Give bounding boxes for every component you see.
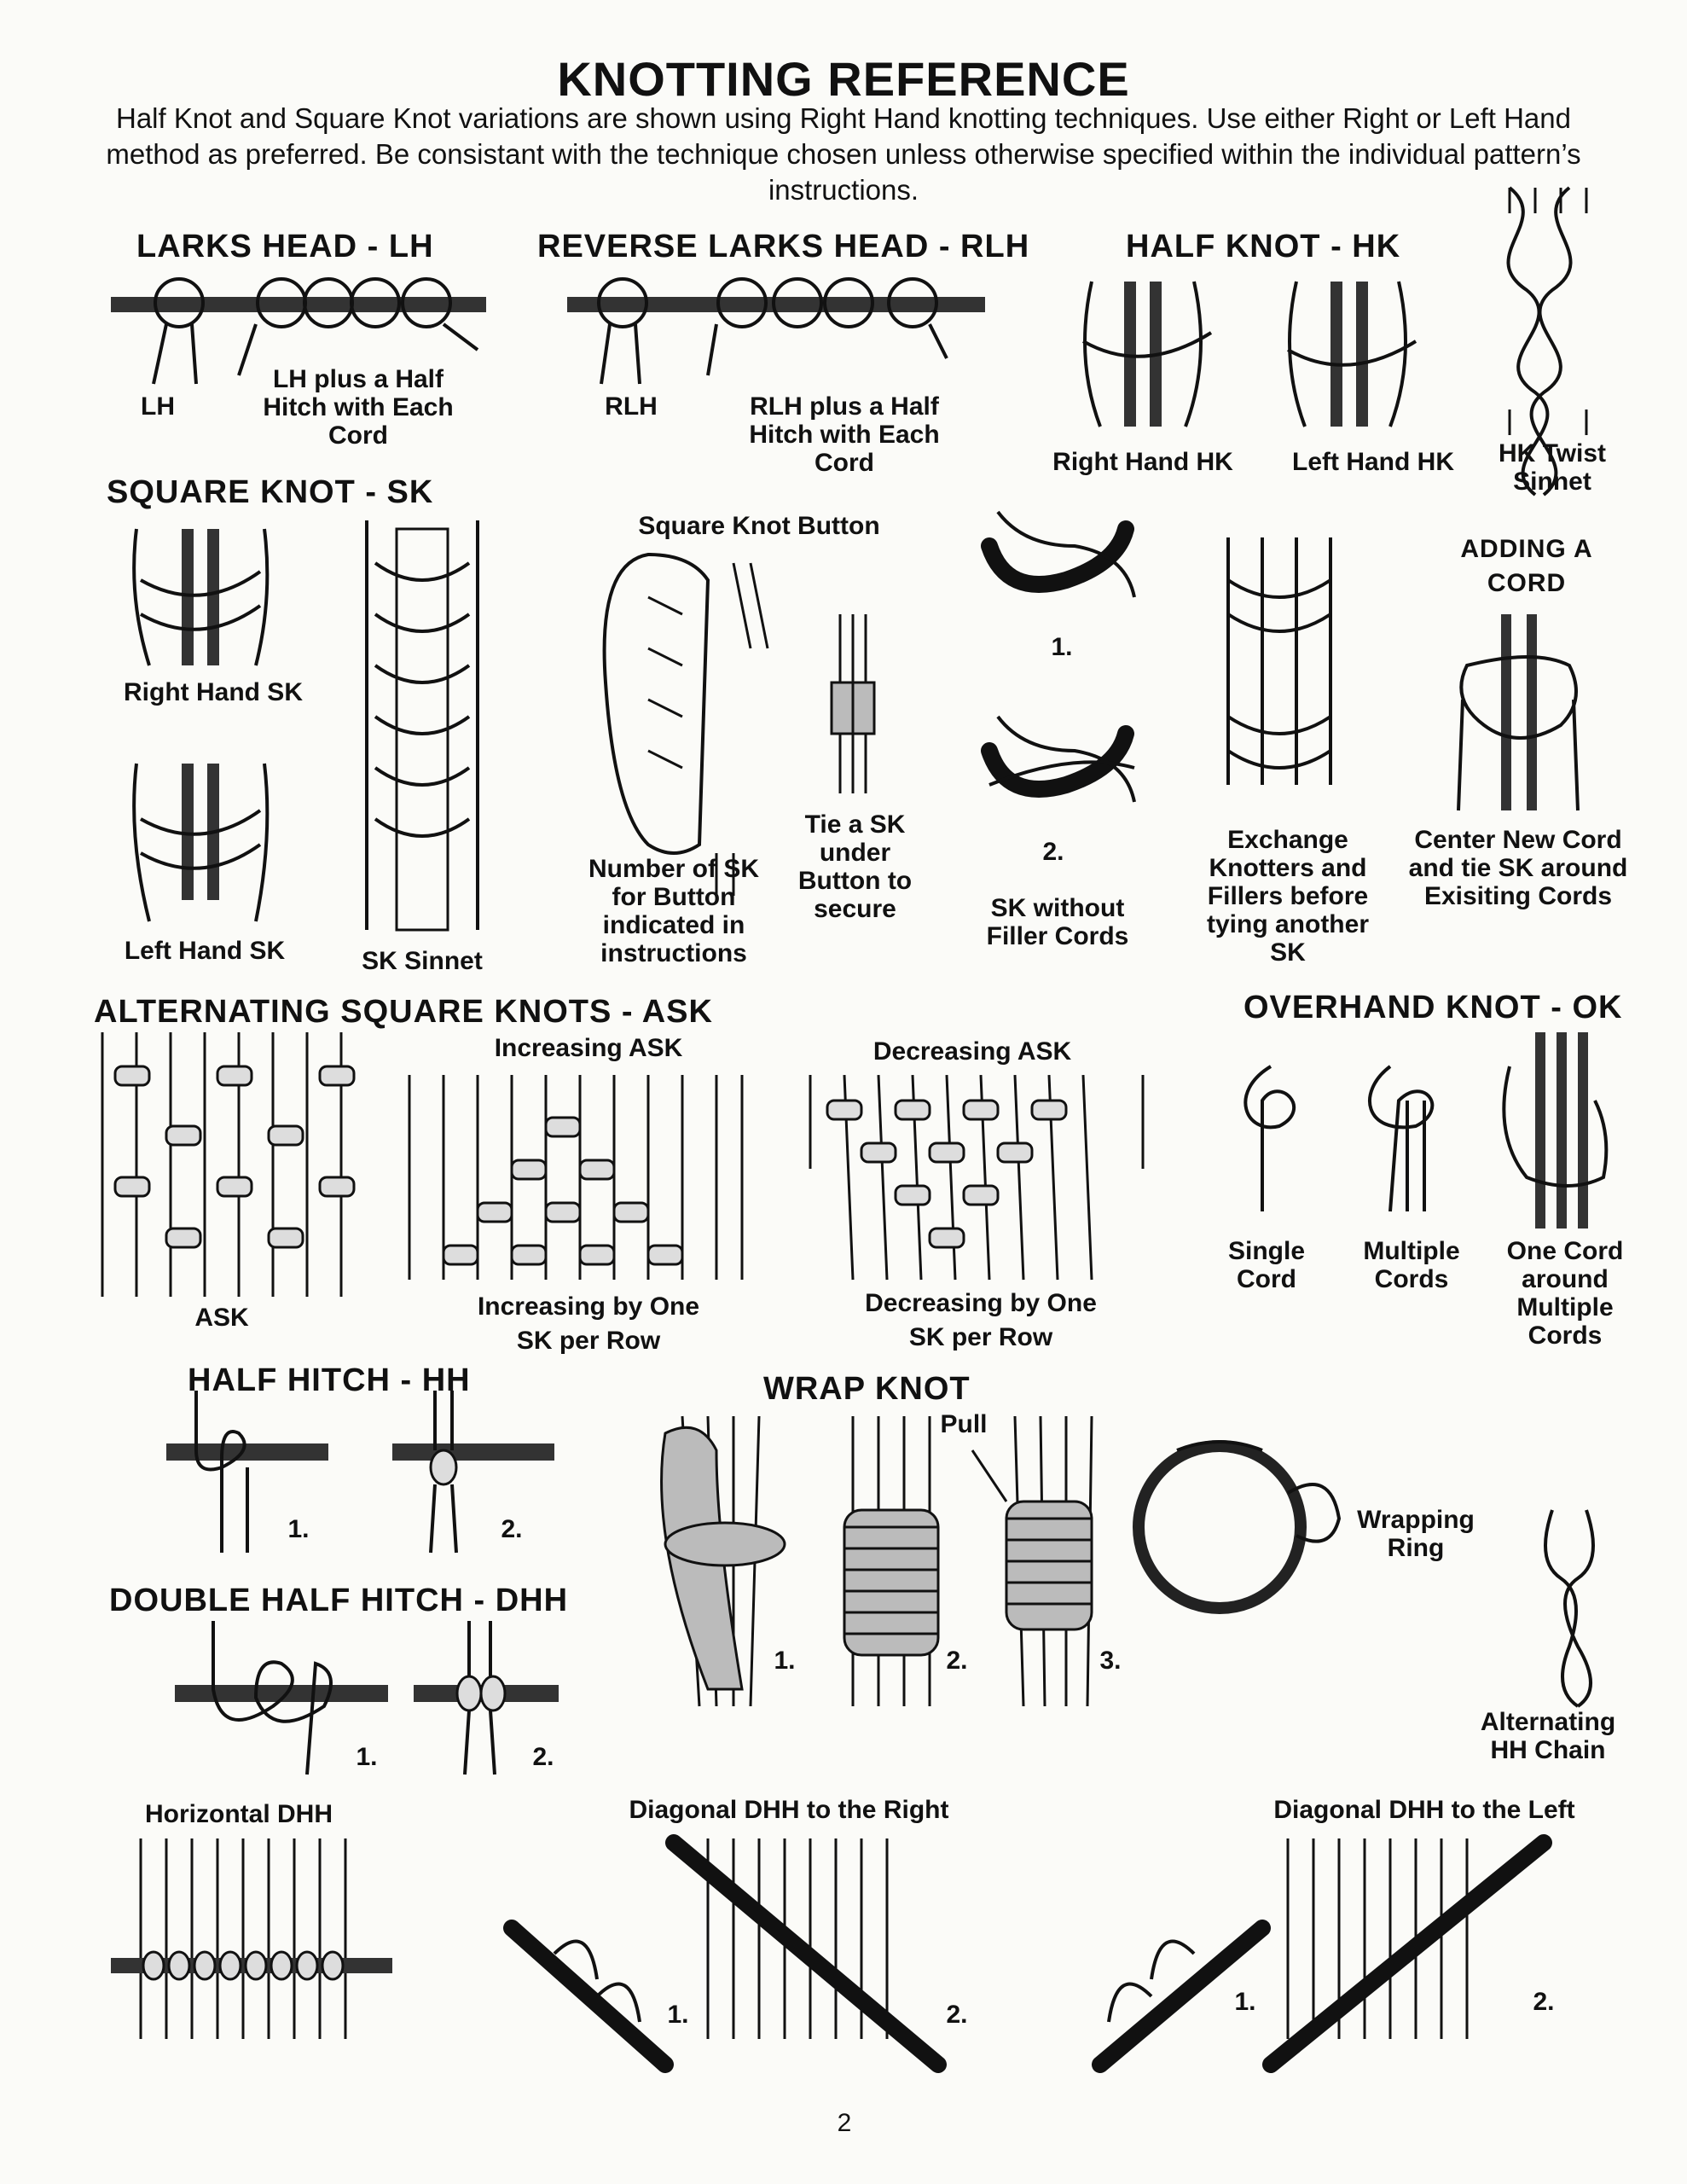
lh-plus-caption: LH plus a Half Hitch with Each Cord	[263, 365, 454, 450]
right-hand-sk-caption: Right Hand SK	[124, 678, 303, 706]
wrap-num-3: 3.	[1099, 1647, 1122, 1675]
hk-twist-sinnet-caption: HK Twist Sinnet	[1498, 439, 1607, 496]
lh-caption: LH	[141, 392, 175, 421]
wrapping-ring-caption: Wrapping Ring	[1357, 1506, 1475, 1562]
diagonal-dhh-right-caption: Diagonal DHH to the Right	[629, 1796, 949, 1824]
sk-without-num-2: 2.	[1042, 838, 1064, 866]
diag-right-num-2: 2.	[946, 2001, 968, 2029]
adding-cord-heading: ADDING A CORD	[1460, 535, 1593, 597]
increasing-ask-caption: Increasing by One SK per Row	[477, 1292, 700, 1355]
sk-without-caption: SK without Filler Cords	[986, 894, 1129, 950]
diagonal-dhh-left-caption: Diagonal DHH to the Left	[1273, 1796, 1575, 1824]
diagonal-dhh-right-illustration	[512, 1838, 938, 2065]
alternating-hh-chain-illustration	[1545, 1510, 1593, 1706]
left-hand-hk-caption: Left Hand HK	[1292, 448, 1454, 476]
exchange-caption: Exchange Knotters and Fillers before tying another SK	[1206, 826, 1369, 967]
multiple-cords-caption: Multiple Cords	[1363, 1237, 1460, 1293]
rlh-plus-caption: RLH plus a Half Hitch with Each Cord	[749, 392, 940, 477]
dhh-num-1: 1.	[356, 1743, 378, 1771]
square-knot-heading: SQUARE KNOT - SK	[107, 474, 434, 510]
increasing-ask-illustration	[409, 1075, 742, 1280]
rlh-caption: RLH	[605, 392, 658, 421]
page-number: 2	[837, 2109, 852, 2137]
single-cord-caption: Single Cord	[1227, 1237, 1305, 1293]
hh-num-2: 2.	[501, 1515, 523, 1543]
adding-cord-caption: Center New Cord and tie SK around Exisiting Cords	[1408, 826, 1628, 910]
ask-illustration	[102, 1032, 354, 1297]
wrap-num-1: 1.	[774, 1647, 796, 1675]
half-hitch-heading: HALF HITCH - HH	[188, 1362, 471, 1398]
left-hand-sk-caption: Left Hand SK	[124, 937, 286, 965]
right-hand-hk-caption: Right Hand HK	[1052, 448, 1233, 476]
wrapping-ring-illustration	[1139, 1442, 1339, 1608]
ask-caption: ASK	[194, 1304, 249, 1332]
one-cord-around-caption: One Cord around Multiple Cords	[1506, 1237, 1624, 1350]
diag-right-num-1: 1.	[667, 2001, 689, 2029]
diag-left-num-2: 2.	[1533, 1988, 1555, 2016]
page-title: KNOTTING REFERENCE	[557, 52, 1130, 106]
diagonal-dhh-left-illustration	[1100, 1838, 1544, 2065]
decreasing-ask-heading: Decreasing ASK	[872, 1037, 1072, 1066]
decreasing-ask-caption: Decreasing by One SK per Row	[865, 1289, 1097, 1351]
intro-text: Half Knot and Square Knot variations are shown using Right Hand knotting techniques. Use either Right or Left Hand method as preferred. Be consistant with the technique chosen unless otherwise specified within the individual pattern’s instructions.	[106, 102, 1581, 206]
adding-cord-illustration	[1458, 614, 1578, 810]
exchange-knotters-illustration	[1228, 537, 1330, 785]
horizontal-dhh-illustration	[111, 1838, 392, 2039]
increasing-ask-heading: Increasing ASK	[494, 1034, 683, 1062]
wrap-knot-heading: WRAP KNOT	[763, 1371, 971, 1407]
diag-left-num-1: 1.	[1234, 1988, 1256, 2016]
larks-head-heading: LARKS HEAD - LH	[136, 229, 434, 264]
wrap-num-2: 2.	[946, 1647, 968, 1675]
sk-button-caption: Number of SK for Button indicated in instructions	[588, 855, 759, 967]
tie-sk-caption: Tie a SK under Button to secure	[797, 810, 913, 923]
reverse-larks-head-illustration	[567, 279, 985, 384]
alternating-hh-chain-caption: Alternating HH Chain	[1480, 1708, 1616, 1764]
reverse-larks-head-heading: REVERSE LARKS HEAD - RLH	[537, 229, 1030, 264]
half-knot-heading: HALF KNOT - HK	[1126, 229, 1401, 264]
horizontal-dhh-caption: Horizontal DHH	[145, 1800, 333, 1828]
sk-without-num-1: 1.	[1051, 633, 1073, 661]
double-half-hitch-heading: DOUBLE HALF HITCH - DHH	[109, 1583, 569, 1618]
sk-button-heading: Square Knot Button	[638, 512, 880, 540]
ask-heading: ALTERNATING SQUARE KNOTS - ASK	[94, 994, 713, 1030]
overhand-knot-heading: OVERHAND KNOT - OK	[1244, 990, 1623, 1025]
dhh-num-2: 2.	[532, 1743, 554, 1771]
wrap-pull-label: Pull	[940, 1410, 988, 1438]
overhand-knot-illustrations	[1245, 1032, 1606, 1228]
hh-num-1: 1.	[287, 1515, 310, 1543]
square-knot-illustrations	[134, 520, 478, 930]
decreasing-ask-illustration	[810, 1075, 1143, 1280]
sk-sinnet-caption: SK Sinnet	[362, 947, 483, 975]
wrap-knot-illustrations	[662, 1416, 1092, 1706]
